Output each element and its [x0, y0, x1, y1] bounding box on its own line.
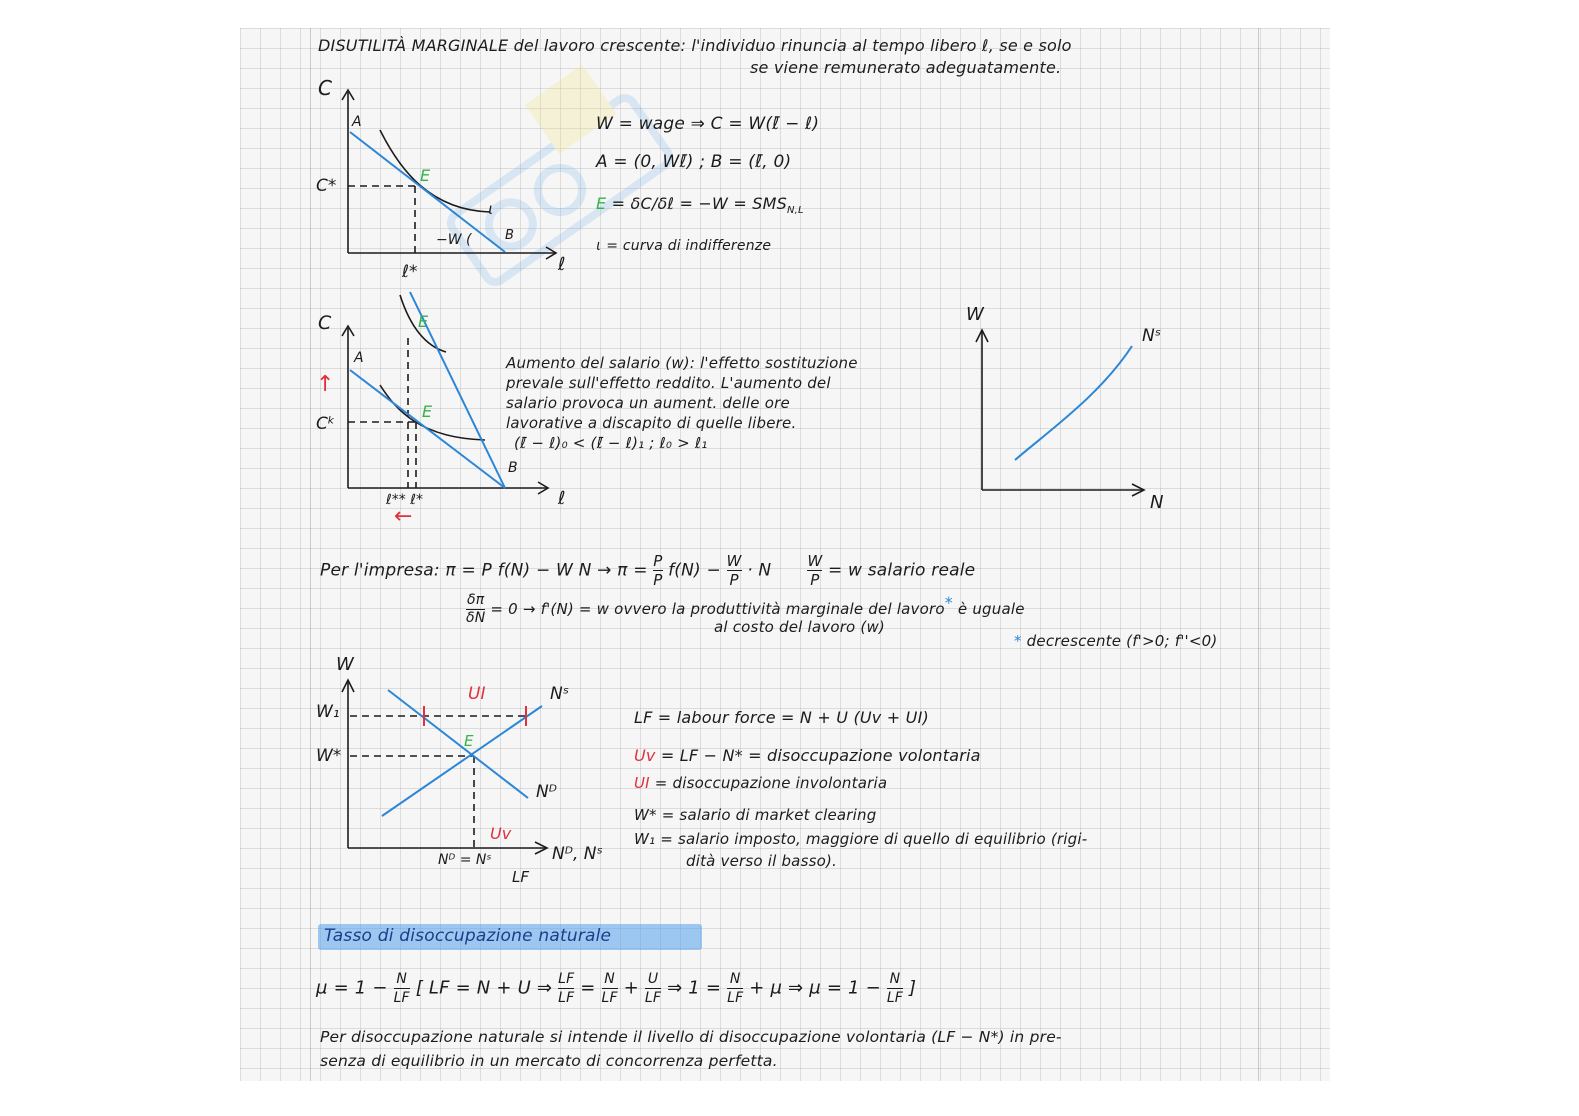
- graph-3: [960, 320, 1160, 510]
- graph-1-c-star: C*: [316, 176, 337, 196]
- section-title: Tasso di disoccupazione naturale: [324, 926, 612, 946]
- firm-line-3: al costo del lavoro (w): [714, 618, 885, 636]
- firm-line-4: * decrescente (f'>0; f''<0): [1014, 632, 1218, 650]
- notes-1-line-3: E = δC/δℓ = $-W = SMS_{N,L}$: [596, 194, 804, 217]
- graph-3-curve-label: Nˢ: [1142, 326, 1162, 346]
- notes-4-line-6: dità verso il basso).: [686, 852, 838, 870]
- graph-3-supply-curve: [1015, 346, 1132, 460]
- graph-3-x-label: N: [1150, 492, 1164, 513]
- graph-4-supply-line: [382, 706, 542, 816]
- graph-4-x-label: Nᴰ, Nˢ: [552, 844, 603, 864]
- graph-4: [300, 670, 580, 870]
- closing-line-2: senza di equilibrio in un mercato di concorrenza perfetta.: [320, 1052, 778, 1070]
- firm-star: *: [944, 593, 953, 612]
- graph-2-l-labels: ℓ** ℓ*: [386, 492, 424, 508]
- notes-1-line-2: A = (0, Wℓ̄) ; B = (ℓ̄, 0): [596, 152, 792, 172]
- notes-1-line-4: ɩ = curva di indifferenze: [596, 238, 772, 254]
- graph-4-uv-label: Uv: [490, 824, 512, 843]
- graph-4-w1-label: W₁: [316, 702, 340, 722]
- graph-2-y-label: C: [318, 312, 332, 334]
- graph-4-eq-label: Nᴰ = Nˢ: [438, 852, 492, 868]
- notes-2-line-4: lavorative a discapito di quelle libere.: [506, 414, 797, 432]
- closing-line-1: Per disoccupazione naturale si intende il livello di disoccupazione volontaria (LF − N*) in pre-: [320, 1028, 1062, 1046]
- notes-4-line-4: W* = salario di market clearing: [634, 806, 877, 824]
- graph-1-point-a: A: [352, 114, 362, 130]
- formula-line: µ = 1 − $\frac{N}{LF}$ [ LF = N + U ⇒ $\frac{LF}{LF}$ = $\frac{N}{LF}$ + $\frac{U}{LF}$ ⇒ 1 = $\frac{N}{LF}$ + µ ⇒ µ = 1 − $\frac{N}{LF}$ ]: [316, 971, 917, 1006]
- graph-2-budget-line-0: [350, 370, 505, 488]
- graph-1-point-b: B: [505, 228, 514, 243]
- graph-1-budget-line: [350, 132, 505, 252]
- notes-4-line-5: W₁ = salario imposto, maggiore di quello di equilibrio (rigi-: [634, 830, 1088, 848]
- graph-2-left-arrow: ←: [394, 504, 413, 529]
- graph-2-x-label: ℓ: [558, 488, 566, 509]
- graph-2-c-star: Cᵏ: [316, 414, 336, 434]
- notes-2-line-5: (ℓ̄ − ℓ)₀ < (ℓ̄ − ℓ)₁ ; ℓ₀ > ℓ₁: [514, 434, 708, 452]
- graph-1-slope: −W (: [436, 232, 472, 248]
- notes-2-line-3: salario provoca un aument. delle ore: [506, 394, 790, 412]
- graph-1-y-label: C: [318, 76, 332, 100]
- notes-2-line-1: Aumento del salario (w): l'effetto sostituzione: [506, 354, 858, 372]
- firm-line-2: $\frac{\delta\pi}{\delta N}$ = 0 → f'(N) = w ovvero la produttività marginale del lavoro* è uguale: [466, 592, 1025, 626]
- graph-2-point-e: E: [422, 402, 433, 421]
- notes-4-line-2: Uv = LF − N* = disoccupazione volontaria: [634, 746, 981, 765]
- graph-4-wstar-label: W*: [316, 746, 342, 766]
- graph-4-lf-label: LF: [512, 868, 529, 886]
- notes-4-line-1: LF = labour force = N + U (Uv + UI): [634, 708, 929, 727]
- notes-1-line-1: W = wage ⇒ C = W(ℓ̄ − ℓ): [596, 114, 820, 134]
- graph-4-y-label: W: [336, 654, 354, 675]
- graph-1-curve-label: ɩ: [488, 200, 494, 218]
- graph-4-ui-label: UI: [468, 684, 486, 704]
- notes-2-line-2: prevale sull'effetto reddito. L'aumento del: [506, 374, 831, 392]
- graph-4-e-label: E: [464, 732, 474, 750]
- graph-4-nd-label: Nᴰ: [536, 782, 557, 802]
- graph-4-demand-line: [388, 690, 528, 798]
- heading-line-1: DISUTILITÀ MARGINALE del lavoro crescente: l'individuo rinuncia al tempo libero ℓ, se e solo: [318, 36, 1072, 55]
- graph-4-ns-label: Nˢ: [550, 684, 570, 704]
- graph-1-x-label: ℓ: [558, 254, 566, 275]
- graph-1-point-e: E: [420, 166, 431, 185]
- graph-2-point-b: B: [508, 460, 518, 476]
- graph-1-l-star: ℓ*: [402, 262, 418, 282]
- graph-1-indifference-curve: [380, 130, 490, 212]
- notes-1-e-label: E: [596, 194, 607, 213]
- notes-4-line-3: UI = disoccupazione involontaria: [634, 774, 888, 792]
- firm-line-1: Per l'impresa: π = P f(N) − W N → π = $\frac{P}{P}$ f(N) − $\frac{W}{P}$ · N $\frac{W}{P}$ = w salario reale: [320, 552, 976, 589]
- graph-3-y-label: W: [966, 304, 984, 325]
- heading-line-2: se viene remunerato adeguatamente.: [750, 58, 1062, 77]
- graph-1: [300, 70, 600, 290]
- graph-2-up-arrow: ↑: [316, 372, 335, 397]
- graph-2-point-e-top: E: [418, 312, 429, 331]
- graph-2-point-a: A: [354, 350, 364, 366]
